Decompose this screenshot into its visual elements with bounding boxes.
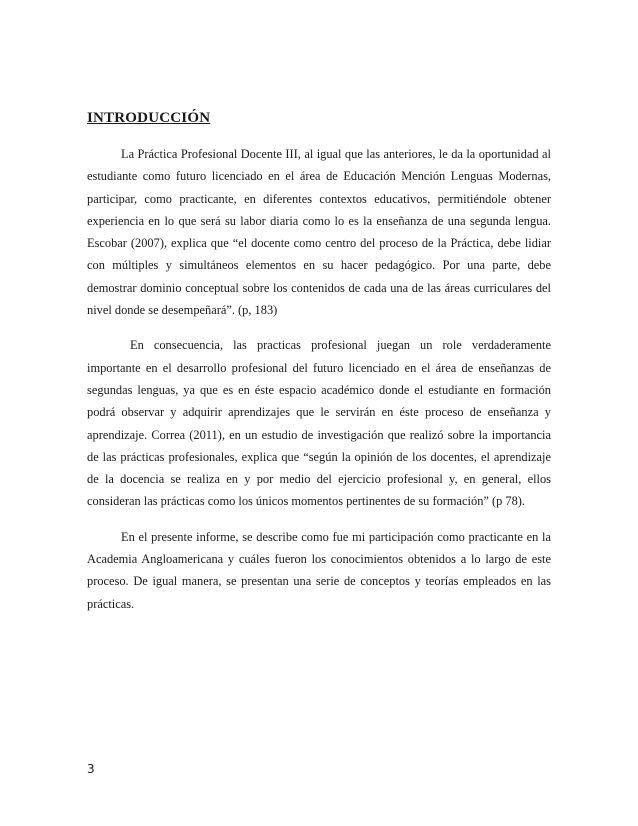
paragraph-1: La Práctica Profesional Docente III, al igual que las anteriores, le da la oportunidad al estudiante como futuro licenciado en el área de Educación Mención Lenguas Modernas, participar, como practicante, en diferentes contextos educativos, permitiéndole obtener experiencia en lo que será su labor diaria como lo es la enseñanza de una segunda lengua. Escobar (2007), explica que “el docente como centro del proceso de la Práctica, debe lidiar con múltiples y simultáneos elementos en su hacer pedagógico. Por una parte, debe demostrar dominio conceptual sobre los contenidos de cada una de las áreas curriculares del nivel donde se desempeñará”. (p, 183) [87,147,551,318]
section-title: INTRODUCCIÓN [87,110,211,126]
page-number: 3 [87,762,95,776]
paragraph-2: En consecuencia, las practicas profesional juegan un role verdaderamente importante en el desarrollo profesional del futuro licenciado en el área de enseñanzas de segundas lenguas, ya que es en éste espacio académico donde el estudiante en formación podrá observar y adquirir aprendizajes que le servirán en éste proceso de enseñanza y aprendizaje. Correa (2011), en un estudio de investigación que realizó sobre la importancia de las prácticas profesionales, explica que “según la opinión de los docentes, el aprendizaje de la docencia se realiza en y por medio del ejercicio profesional y, en general, ellos consideran las prácticas como los únicos momentos pertinentes de su formación” (p 78). [87,338,551,509]
paragraph-3: En el presente informe, se describe como fue mi participación como practicante en la Academia Angloamericana y cuáles fueron los conocimientos obtenidos a lo largo de este proceso. De igual manera, se presentan una serie de conceptos y teorías empleados en las prácticas. [87,529,551,611]
body-text [87,143,551,628]
